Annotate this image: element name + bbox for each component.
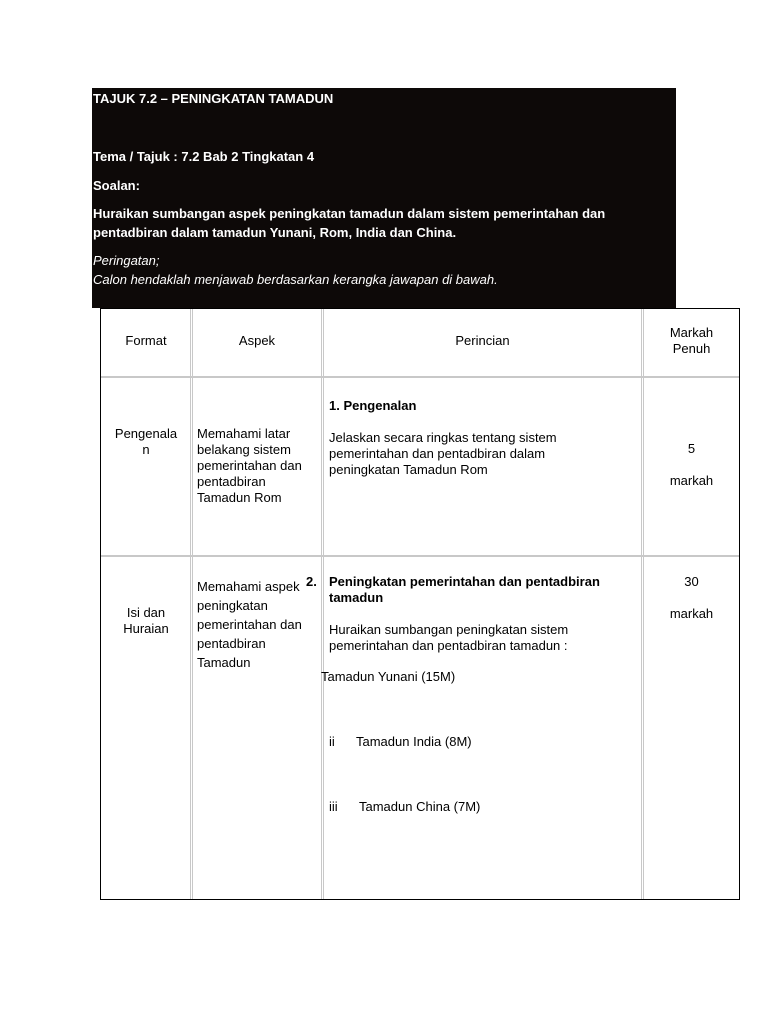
grid-line [101,376,739,378]
row2-desc-line1: Huraikan sumbangan peningkatan sistem [329,622,569,637]
question-line-2: pentadbiran dalam tamadun Yunani, Rom, India dan China. [93,225,457,240]
question-label: Soalan: [93,178,140,193]
warning-text: Calon hendaklah menjawab berdasarkan kerangka jawapan di bawah. [93,272,498,287]
row1-format-line2: n [142,442,150,457]
topic-title: TAJUK 7.2 – PENINGKATAN TAMADUN [93,91,334,106]
header-markah-line1: Markah [669,325,714,340]
row1-aspek [197,426,302,506]
row2-aspek [197,577,302,672]
row2-heading-line1: Peningkatan pemerintahan dan pentadbiran [329,574,600,589]
row2-item-china-number: iii [329,799,338,814]
row2-aspek-line: pentadbiran [197,636,266,651]
row2-item-china: Tamadun China (7M) [359,799,481,814]
row2-aspek-line: Tamadun [197,655,251,670]
header-perincian: Perincian [455,333,510,348]
header-aspek: Aspek [238,333,276,348]
row2-item-india: Tamadun India (8M) [356,734,472,749]
row2-description [329,622,568,654]
row1-format-line1: Pengenala [114,426,178,441]
warning-label: Peringatan; [93,253,160,268]
row1-heading: 1. Pengenalan [329,398,417,413]
row1-aspek-line: belakang sistem [197,442,291,457]
header-box [92,88,676,308]
row2-marks-label: markah [669,606,714,621]
question-line-1: Huraikan sumbangan aspek peningkatan tamadun dalam sistem pemerintahan dan [93,206,606,221]
row2-heading-number: 2. [306,574,317,589]
header-format: Format [125,333,167,348]
row2-desc-line2: pemerintahan dan pentadbiran tamadun : [329,638,568,653]
row1-description [329,430,557,478]
grid-line [323,309,324,899]
grid-line [321,309,322,899]
header-markah-line2: Penuh [672,341,711,356]
row1-desc-line: Jelaskan secara ringkas tentang sistem [329,430,557,445]
row2-item-yunani: Tamadun Yunani (15M) [321,669,456,684]
row1-aspek-line: Memahami latar [197,426,291,441]
row2-aspek-line: pemerintahan dan [197,617,302,632]
grid-line [641,309,642,899]
header-markah [644,325,739,357]
row2-format [101,605,191,637]
grid-line [192,309,193,899]
row1-marks-value: 5 [687,441,696,456]
grid-line [643,309,644,899]
row2-format-line1: Isi dan [126,605,166,620]
grid-line [101,555,739,557]
answer-framework-table [100,308,740,900]
row2-item-india-number: ii [329,734,335,749]
grid-line [190,309,191,899]
row1-desc-line: peningkatan Tamadun Rom [329,462,488,477]
row2-heading [329,574,600,606]
row2-format-line2: Huraian [123,621,169,636]
row2-heading-line2: tamadun [329,590,384,605]
row1-desc-line: pemerintahan dan pentadbiran dalam [329,446,546,461]
row1-aspek-line: Tamadun Rom [197,490,282,505]
row1-format [101,426,191,458]
row1-aspek-line: pentadbiran [197,474,266,489]
row1-aspek-line: pemerintahan dan [197,458,302,473]
row2-aspek-line: Memahami aspek [197,579,300,594]
theme-line: Tema / Tajuk : 7.2 Bab 2 Tingkatan 4 [93,149,315,164]
row1-marks-label: markah [669,473,714,488]
row2-marks-value: 30 [684,574,699,589]
row2-aspek-line: peningkatan [197,598,268,613]
